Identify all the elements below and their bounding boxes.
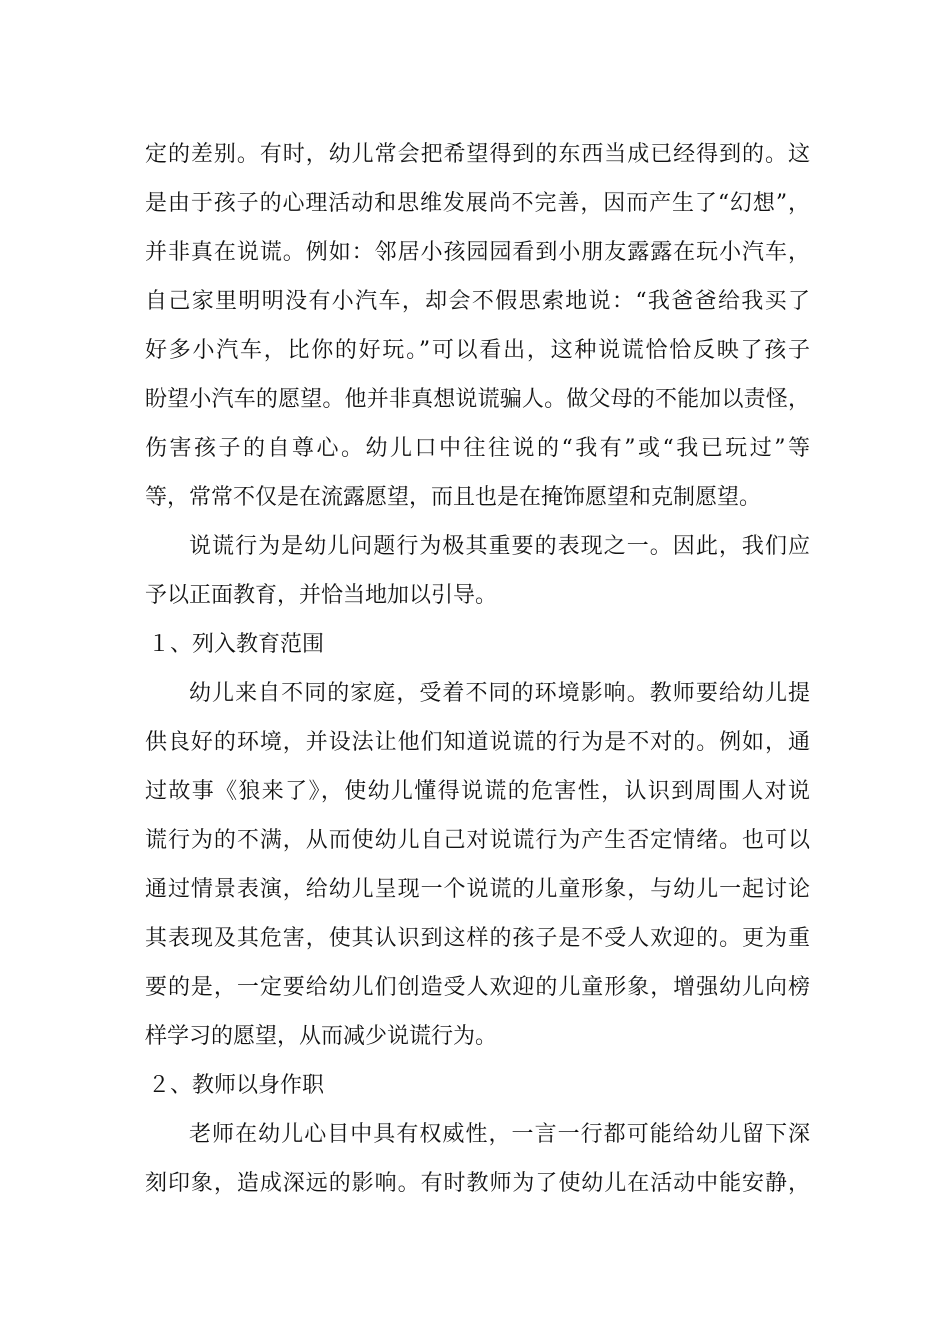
- paragraph-first-line: 幼儿来自不同的家庭，受着不同的环境影响。教师要给幼儿提: [189, 681, 810, 706]
- paragraph-first-line: 说谎行为是幼儿问题行为极其重要的表现之一。因此，我们应: [189, 534, 810, 559]
- body-text: [145, 130, 810, 1208]
- section-heading: １、列入教育范围: [148, 632, 325, 657]
- text-line: 定的差别。有时，幼儿常会把希望得到的东西当成已经得到的。这: [145, 142, 810, 167]
- text-line: 过故事《狼来了》，使幼儿懂得说谎的危害性，认识到周围人对说: [145, 779, 810, 804]
- text-line: 自己家里明明没有小汽车，却会不假思索地说：“我爸爸给我买了: [145, 289, 810, 314]
- text-line: 并非真在说谎。例如：邻居小孩园园看到小朋友露露在玩小汽车，: [145, 240, 810, 265]
- text-line: 其表现及其危害，使其认识到这样的孩子是不受人欢迎的。更为重: [145, 926, 810, 951]
- text-line: 伤害孩子的自尊心。幼儿口中往往说的“我有”或“我已玩过”等: [145, 436, 810, 461]
- text-line: 供良好的环境，并设法让他们知道说谎的行为是不对的。例如，通: [145, 730, 810, 755]
- text-line: 谎行为的不满，从而使幼儿自己对说谎行为产生否定情绪。也可以: [145, 828, 810, 853]
- text-line: 是由于孩子的心理活动和思维发展尚不完善，因而产生了“幻想”，: [145, 191, 810, 216]
- text-line: 样学习的愿望，从而减少说谎行为。: [145, 1024, 498, 1049]
- text-line: 通过情景表演，给幼儿呈现一个说谎的儿童形象，与幼儿一起讨论: [145, 877, 810, 902]
- text-line: 刻印象，造成深远的影响。有时教师为了使幼儿在活动中能安静，: [145, 1171, 810, 1196]
- section-heading: ２、教师以身作职: [148, 1073, 325, 1098]
- text-line: 等，常常不仅是在流露愿望，而且也是在掩饰愿望和克制愿望。: [145, 485, 762, 510]
- text-line: 盼望小汽车的愿望。他并非真想说谎骗人。做父母的不能加以责怪，: [145, 387, 810, 412]
- text-line: 要的是，一定要给幼儿们创造受人欢迎的儿童形象，增强幼儿向榜: [145, 975, 810, 1000]
- text-line: 予以正面教育，并恰当地加以引导。: [145, 583, 498, 608]
- paragraph-first-line: 老师在幼儿心目中具有权威性，一言一行都可能给幼儿留下深: [189, 1122, 810, 1147]
- text-line: 好多小汽车，比你的好玩。”可以看出，这种说谎恰恰反映了孩子: [145, 338, 810, 363]
